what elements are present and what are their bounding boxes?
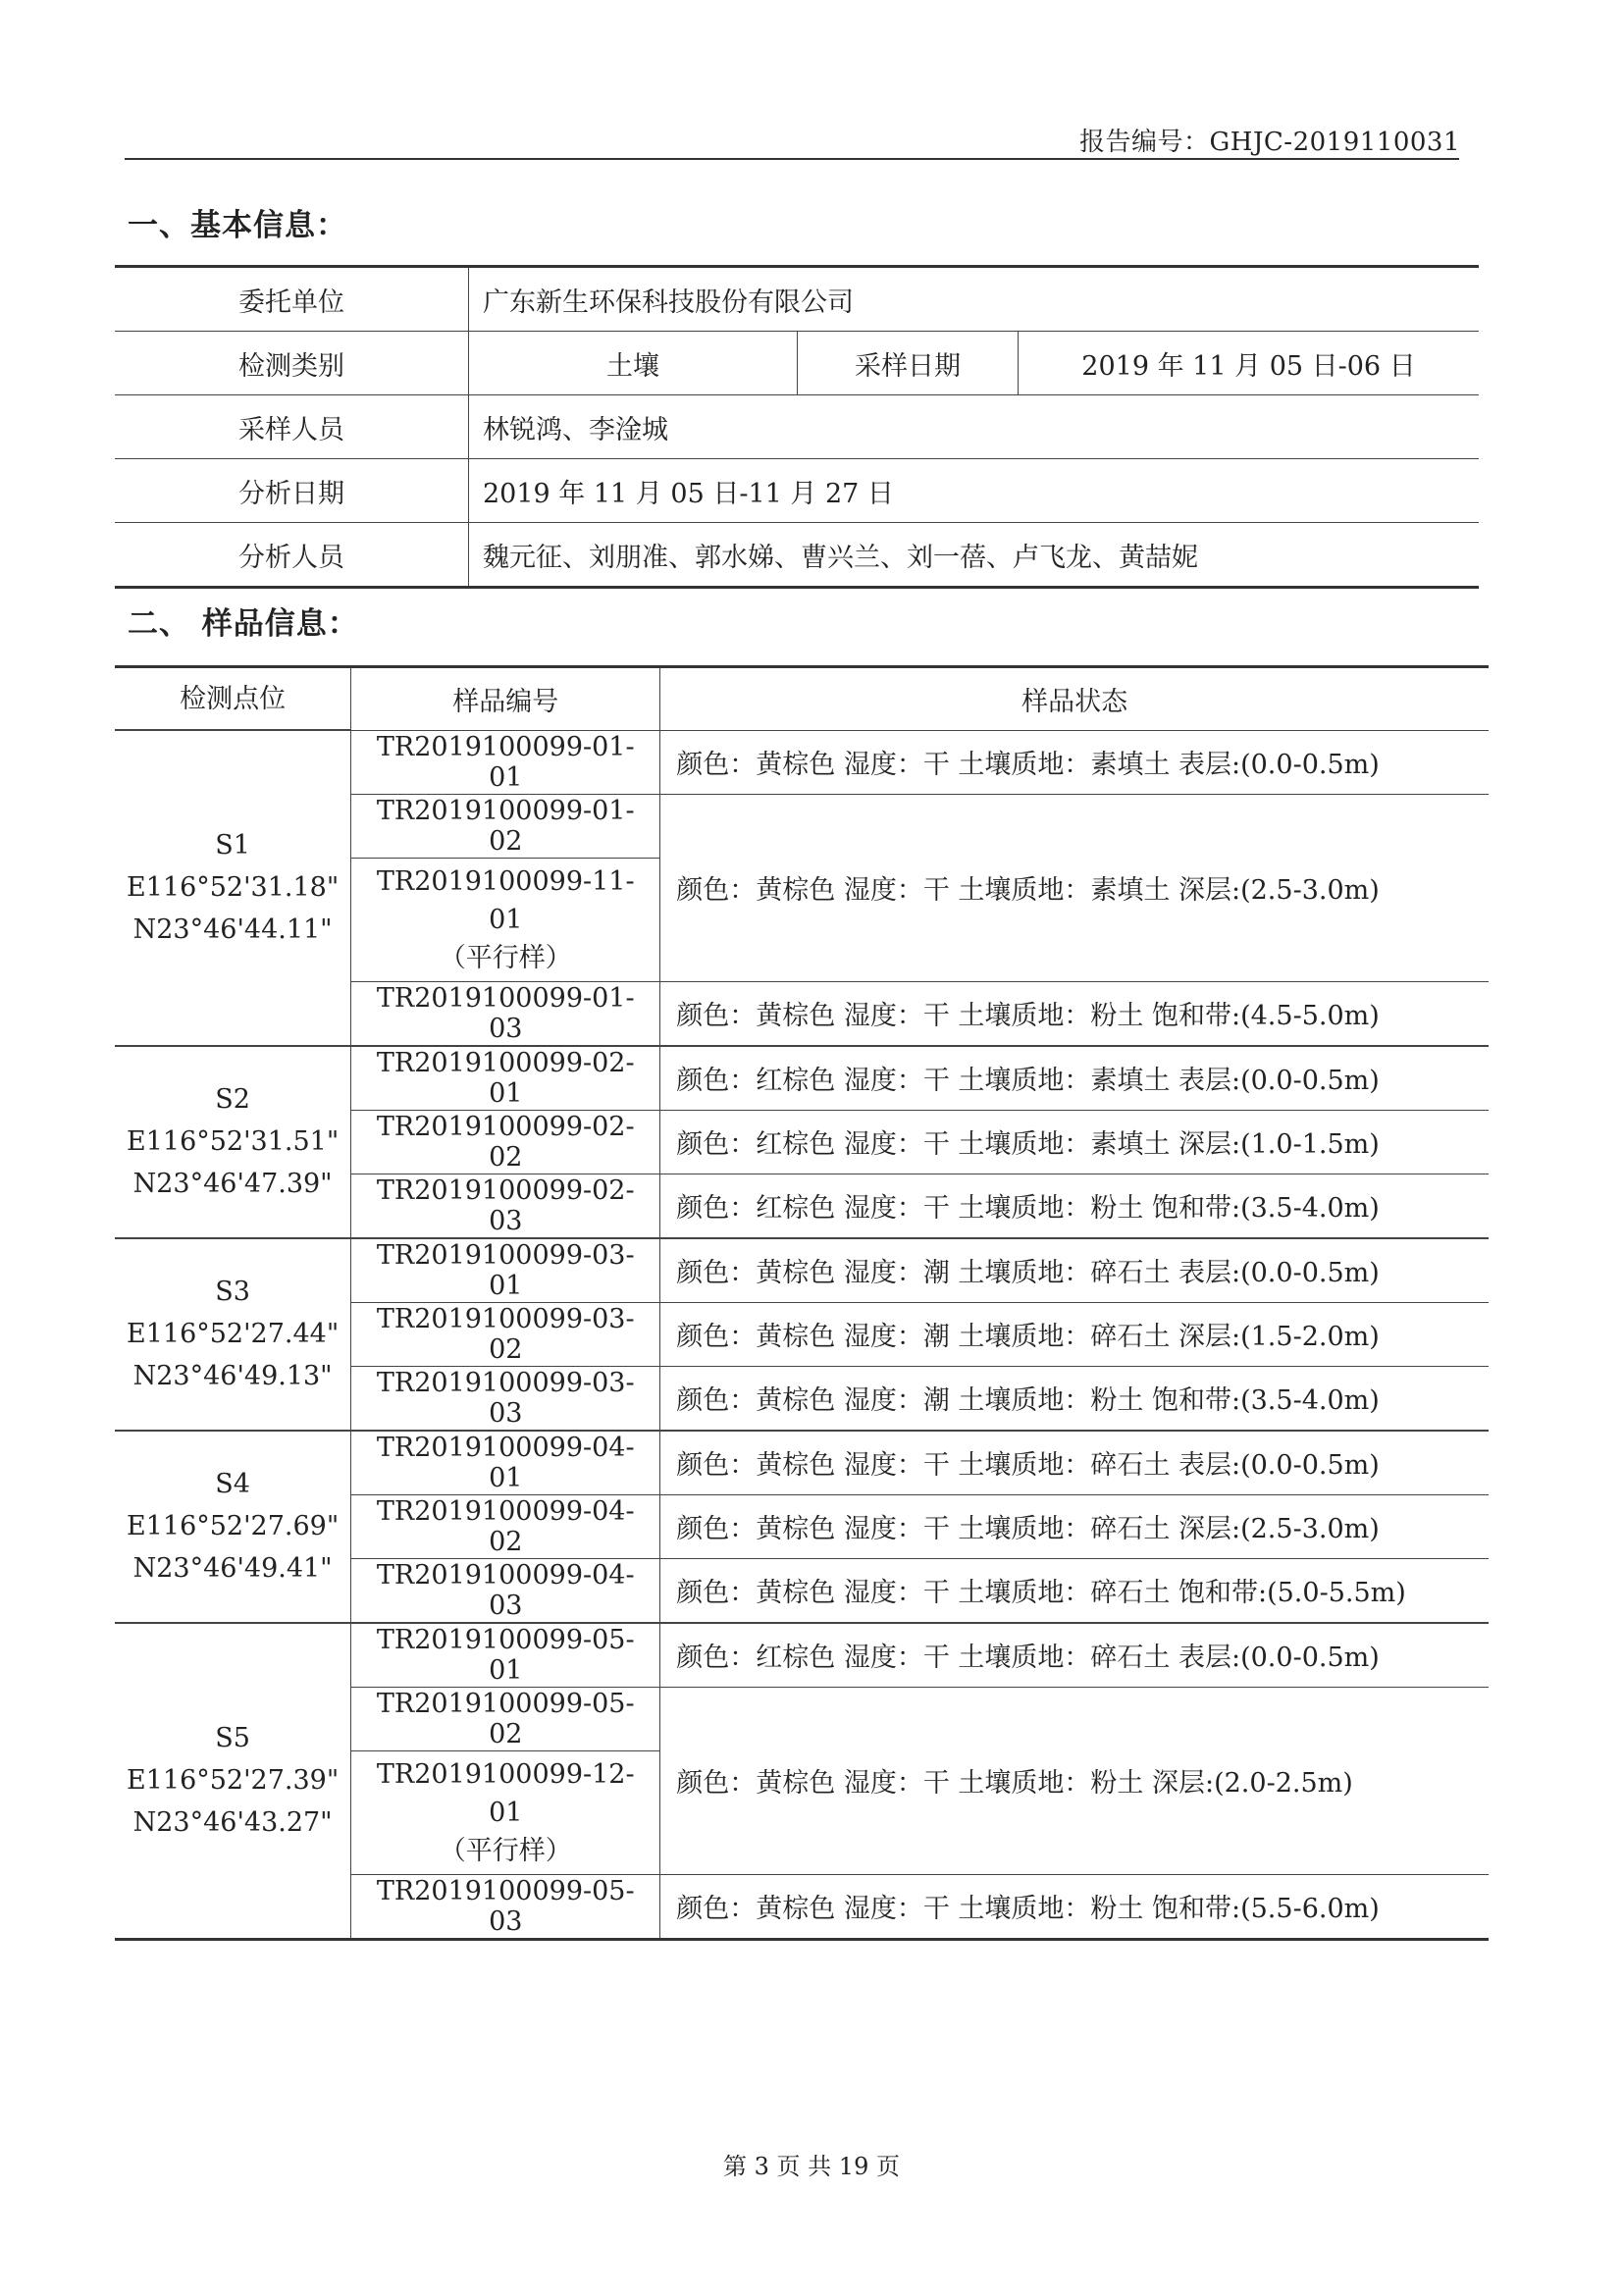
site-latitude: N23°46'49.13" <box>132 1361 333 1391</box>
sample-id: TR2019100099-02-02 <box>351 1110 660 1174</box>
sample-id: TR2019100099-05-01 <box>351 1623 660 1688</box>
sample-status: 颜色：黄棕色 湿度：干 土壤质地：碎石土 饱和带:(5.0-5.5m) <box>660 1558 1489 1623</box>
sample-id: TR2019100099-01-01 <box>351 730 660 794</box>
header-sample-id: 样品编号 <box>351 667 660 731</box>
analysis-date-label: 分析日期 <box>115 459 469 523</box>
site-longitude: E116°52'27.69" <box>127 1511 340 1541</box>
sample-status: 颜色：黄棕色 湿度：潮 土壤质地：粉土 饱和带:(3.5-4.0m) <box>660 1366 1489 1431</box>
analysis-date-value: 2019 年 11 月 05 日-11 月 27 日 <box>469 459 1480 523</box>
site-name: S1 <box>215 830 250 861</box>
site-latitude: N23°46'47.39" <box>132 1169 333 1199</box>
sampling-date-label: 采样日期 <box>798 332 1019 395</box>
sample-id: TR2019100099-05-03 <box>351 1874 660 1939</box>
sample-id: TR2019100099-04-02 <box>351 1494 660 1558</box>
header-sample-status: 样品状态 <box>660 667 1489 731</box>
report-number: 报告编号：GHJC-2019110031 <box>1079 128 1460 157</box>
sample-id: TR2019100099-01-03 <box>351 981 660 1046</box>
site-latitude: N23°46'44.11" <box>132 914 333 946</box>
table-row <box>115 395 1479 459</box>
site-cell <box>115 1238 351 1431</box>
table-header-row <box>115 667 1489 731</box>
site-name: S3 <box>215 1277 250 1307</box>
section-title-basic-info: 一、基本信息： <box>128 208 347 243</box>
sample-status: 颜色：红棕色 湿度：干 土壤质地：碎石土 表层:(0.0-0.5m) <box>660 1623 1489 1688</box>
site-longitude: E116°52'27.39" <box>127 1765 340 1796</box>
sample-status: 颜色：黄棕色 湿度：潮 土壤质地：碎石土 表层:(0.0-0.5m) <box>660 1238 1489 1303</box>
sample-status: 颜色：黄棕色 湿度：干 土壤质地：碎石土 深层:(2.5-3.0m) <box>660 1494 1489 1558</box>
site-longitude: E116°52'31.18" <box>127 872 340 904</box>
site-longitude: E116°52'31.51" <box>127 1126 340 1157</box>
sample-id: TR2019100099-02-03 <box>351 1174 660 1238</box>
analysts-label: 分析人员 <box>115 523 469 588</box>
sample-id: TR2019100099-03-02 <box>351 1302 660 1366</box>
client-value: 广东新生环保科技股份有限公司 <box>469 267 1480 332</box>
category-label: 检测类别 <box>115 332 469 395</box>
sample-status: 颜色：黄棕色 湿度：干 土壤质地：粉土 饱和带:(4.5-5.0m) <box>660 981 1489 1046</box>
sample-id: TR2019100099-03-01 <box>351 1238 660 1303</box>
sample-status: 颜色：黄棕色 湿度：干 土壤质地：粉土 深层:(2.0-2.5m) <box>660 1687 1489 1874</box>
sample-status: 颜色：黄棕色 湿度：潮 土壤质地：碎石土 深层:(1.5-2.0m) <box>660 1302 1489 1366</box>
table-row <box>115 1238 1489 1303</box>
sample-id: TR2019100099-02-01 <box>351 1046 660 1111</box>
sampling-date-value: 2019 年 11 月 05 日-06 日 <box>1019 332 1480 395</box>
sample-id: TR2019100099-03-03 <box>351 1366 660 1431</box>
site-cell <box>115 1431 351 1623</box>
table-row <box>115 1623 1489 1688</box>
sample-status: 颜色：黄棕色 湿度：干 土壤质地：碎石土 表层:(0.0-0.5m) <box>660 1431 1489 1495</box>
sample-status: 颜色：红棕色 湿度：干 土壤质地：素填土 表层:(0.0-0.5m) <box>660 1046 1489 1111</box>
table-row <box>115 1431 1489 1495</box>
site-cell <box>115 1046 351 1238</box>
parallel-note: （平行样） <box>439 942 572 973</box>
samplers-value: 林锐鸿、李淦城 <box>469 395 1480 459</box>
table-row <box>115 730 1489 794</box>
sample-info-table <box>115 665 1489 1941</box>
basic-info-table <box>115 265 1479 589</box>
site-name: S4 <box>215 1469 250 1499</box>
header-site: 检测点位 <box>115 667 351 731</box>
site-name: S5 <box>215 1723 250 1753</box>
sample-id: TR2019100099-04-03 <box>351 1558 660 1623</box>
client-label: 委托单位 <box>115 267 469 332</box>
sample-id: TR2019100099-01-02 <box>351 794 660 858</box>
sample-id: TR2019100099-12-01 <box>376 1758 635 1828</box>
table-row <box>115 1046 1489 1111</box>
site-cell <box>115 1623 351 1940</box>
site-latitude: N23°46'49.41" <box>132 1553 333 1584</box>
page-number: 第 3 页 共 19 页 <box>723 2153 900 2180</box>
sample-id-parallel <box>351 858 660 981</box>
sample-status: 颜色：红棕色 湿度：干 土壤质地：素填土 深层:(1.0-1.5m) <box>660 1110 1489 1174</box>
parallel-note: （平行样） <box>439 1835 572 1866</box>
site-longitude: E116°52'27.44" <box>127 1319 340 1349</box>
samplers-label: 采样人员 <box>115 395 469 459</box>
sample-id: TR2019100099-11-01 <box>376 865 635 935</box>
sample-id-parallel <box>351 1750 660 1874</box>
site-cell <box>115 730 351 1046</box>
site-latitude: N23°46'43.27" <box>132 1807 333 1838</box>
sample-status: 颜色：黄棕色 湿度：干 土壤质地：素填土 表层:(0.0-0.5m) <box>660 730 1489 794</box>
analysts-value: 魏元征、刘朋准、郭水娣、曹兴兰、刘一蓓、卢飞龙、黄喆妮 <box>483 542 1198 573</box>
sample-status: 颜色：黄棕色 湿度：干 土壤质地：素填土 深层:(2.5-3.0m) <box>660 794 1489 981</box>
header-rule <box>125 158 1459 160</box>
category-value: 土壤 <box>469 332 798 395</box>
table-row <box>115 267 1479 332</box>
table-row <box>115 523 1479 588</box>
sample-id: TR2019100099-05-02 <box>351 1687 660 1750</box>
sample-status: 颜色：红棕色 湿度：干 土壤质地：粉土 饱和带:(3.5-4.0m) <box>660 1174 1489 1238</box>
table-row <box>115 332 1479 395</box>
section-title-sample-info: 二、 样品信息： <box>128 606 359 642</box>
sample-status: 颜色：黄棕色 湿度：干 土壤质地：粉土 饱和带:(5.5-6.0m) <box>660 1874 1489 1939</box>
table-row <box>115 459 1479 523</box>
site-name: S2 <box>215 1084 250 1115</box>
sample-id: TR2019100099-04-01 <box>351 1431 660 1495</box>
